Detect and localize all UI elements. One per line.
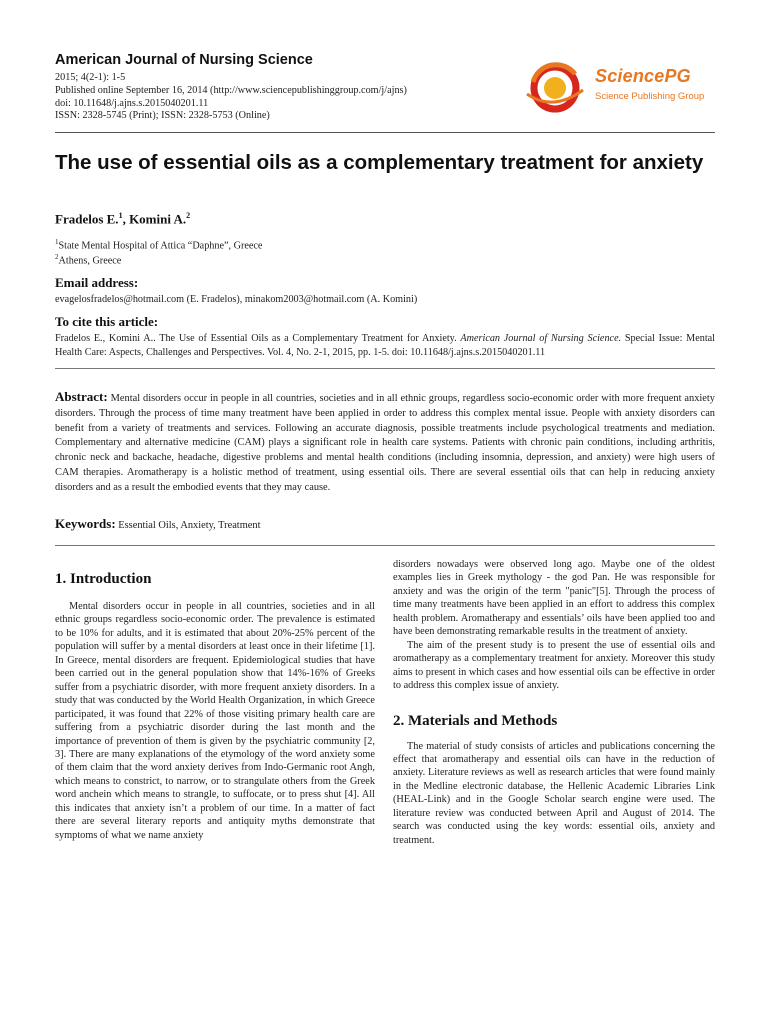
- published-line[interactable]: Published online September 16, 2014 (http://www.sciencepublishinggroup.com/j/ajns): [55, 84, 407, 96]
- author-name: Komini A.: [129, 211, 187, 227]
- paragraph: The material of study consists of articles and publications concerning the effect that aromatherapy and essential oils can have in the reduction of anxiety. Literature reviews as well as research articles that were found mainly in the Medline electronic database, the Hellenic Academic Libraries Link (HEAL-Link) and in the Google Scholar search engine were used. The literature review was conducted between April and August of 2014. The search was conducted using the key words: essential oils, anxiety and treatment.: [393, 740, 715, 846]
- paragraph: The aim of the present study is to present the use of essential oils and aromatherapy as a complementary treatment for anxiety. Moreover this study aims to present in which cases and how essential oils can be effective in order to address this complex issue of anxiety.: [393, 639, 715, 692]
- issue-line: 2015; 4(2-1): 1-5: [55, 72, 126, 83]
- section-heading-methods: 2. Materials and Methods: [393, 712, 558, 729]
- section-heading-introduction: 1. Introduction: [55, 571, 152, 587]
- keywords: [55, 516, 260, 532]
- abstract: [55, 390, 715, 496]
- email-label: Email address:: [55, 275, 139, 290]
- author-affil-sup: 2: [186, 211, 191, 220]
- affiliation-1: $^1$State Mental Hospital of Attica “Daphne”, Greece: [55, 238, 263, 252]
- left-column: [55, 565, 375, 842]
- keywords-label: Keywords:: [55, 516, 116, 531]
- author-list: Fradelos E.$^1$, Komini A.$^2$: [55, 211, 191, 227]
- issn-line: ISSN: 2328-5745 (Print); ISSN: 2328-5753 (Online): [55, 110, 270, 122]
- right-column: [393, 558, 715, 847]
- logo-subtext: Science Publishing Group: [595, 91, 705, 102]
- citation-text: Fradelos E., Komini A.. The Use of Essential Oils as a Complementary Treatment for Anxiety. American Journal of Nursing Science. Special Issue: Mental Health Care: Aspects, Challenges and Perspectives. Vol. 4, No. 2-1, 2015, pp. 1-5. doi: 10.11648/j.ajns.s.2015040201.11: [55, 333, 716, 358]
- logo-wordmark: SciencePG: [595, 66, 691, 86]
- paragraph: disorders nowadays were observed long ago. Maybe one of the oldest examples lies in Greek mythology - the god Pan. He was responsible for anxiety and was the origin of the term "panic"[5]. Through the process of time many treatments have been applied in an effort to address this complex health problem. Aromatherapy and essentials’ oils have been applied too and have been demonstrating remarkable results in the treatment of anxiety.: [393, 559, 715, 638]
- paper-title: The use of essential oils as a complementary treatment for anxiety: [55, 151, 704, 174]
- abstract-label: Abstract:: [55, 389, 108, 404]
- sciencepg-logo-icon: [523, 60, 589, 116]
- doi-line[interactable]: doi: 10.11648/j.ajns.s.2015040201.11: [55, 97, 209, 109]
- cite-label: To cite this article:: [55, 314, 159, 329]
- divider: [55, 545, 715, 546]
- journal-title: American Journal of Nursing Science: [55, 52, 313, 68]
- author-affil-sup: 1: [118, 211, 123, 220]
- author-name: Fradelos E.: [55, 211, 119, 227]
- keywords-text: Essential Oils, Anxiety, Treatment: [118, 520, 261, 531]
- abstract-text: Mental disorders occur in people in all countries, societies and in all ethnic groups, regardless socio-economic order with more frequent anxiety disorders. Through the process of time many treatment have been applied in order to address this complex mental issue. People with anxiety disorders can benefit from a variety of treatments and services. Following an accurate diagnosis, possible treatments include psychological treatments and mediation. Complementary and alternative medicine (CAM) plays a significant role in health care systems. Patients with chronic pain conditions, including arthritis, chronic neck and backache, headache, digestive problems and mental health conditions (including insomnia, depression, and anxiety) were high users of CAM therapies. Aromatherapy is a holistic method of treatment, using essential oils. There are several essential oils that can help in reducing anxiety disorders and as a result the embodied events that they may cause.: [55, 393, 715, 493]
- header-divider: [55, 132, 715, 133]
- email-addresses[interactable]: evagelosfradelos@hotmail.com (E. Fradelos), minakom2003@hotmail.com (A. Komini): [55, 294, 418, 305]
- divider: [55, 368, 715, 369]
- paragraph: Mental disorders occur in people in all countries, societies and in all ethnic groups regardless socio-economic order. The prevalence is estimated to be 10% for adults, and it is estimated that about 20%-25% percent of the population will suffer by a mental disorders at least once in their lifetime [1]. In Greece, mental disorders are frequent. Epidemiological studies that have been carried out in the general population show that 14%-16% of Greeks suffer from a psychiatric disorder, with more frequent anxiety disorders. In a study that was conducted by the World Health Organization, in which Greece participated, it was found that 22% of those visiting primary health care are suffering from a psychiatric disorder during the last month and the importance of prevention of them is given by the psychiatric community [2, 3]. There are many explanations of the etymology of the word anxiety some of them claim that the word anxiety derives from Indo-Germanic root Angh, which means to constrict, to narrow, or to strangulate others from the Greek word anchein which means to strangle, to suffocate, or to press shut [4]. All this indicates that anxiety isn’t a problem of our time. In a matter of fact there are several literary reports and antiquity myths demonstrate that symptoms of what we name anxiety: [55, 601, 375, 841]
- sciencepg-logo: [523, 60, 723, 116]
- affiliation-2: $^2$Athens, Greece: [55, 253, 122, 267]
